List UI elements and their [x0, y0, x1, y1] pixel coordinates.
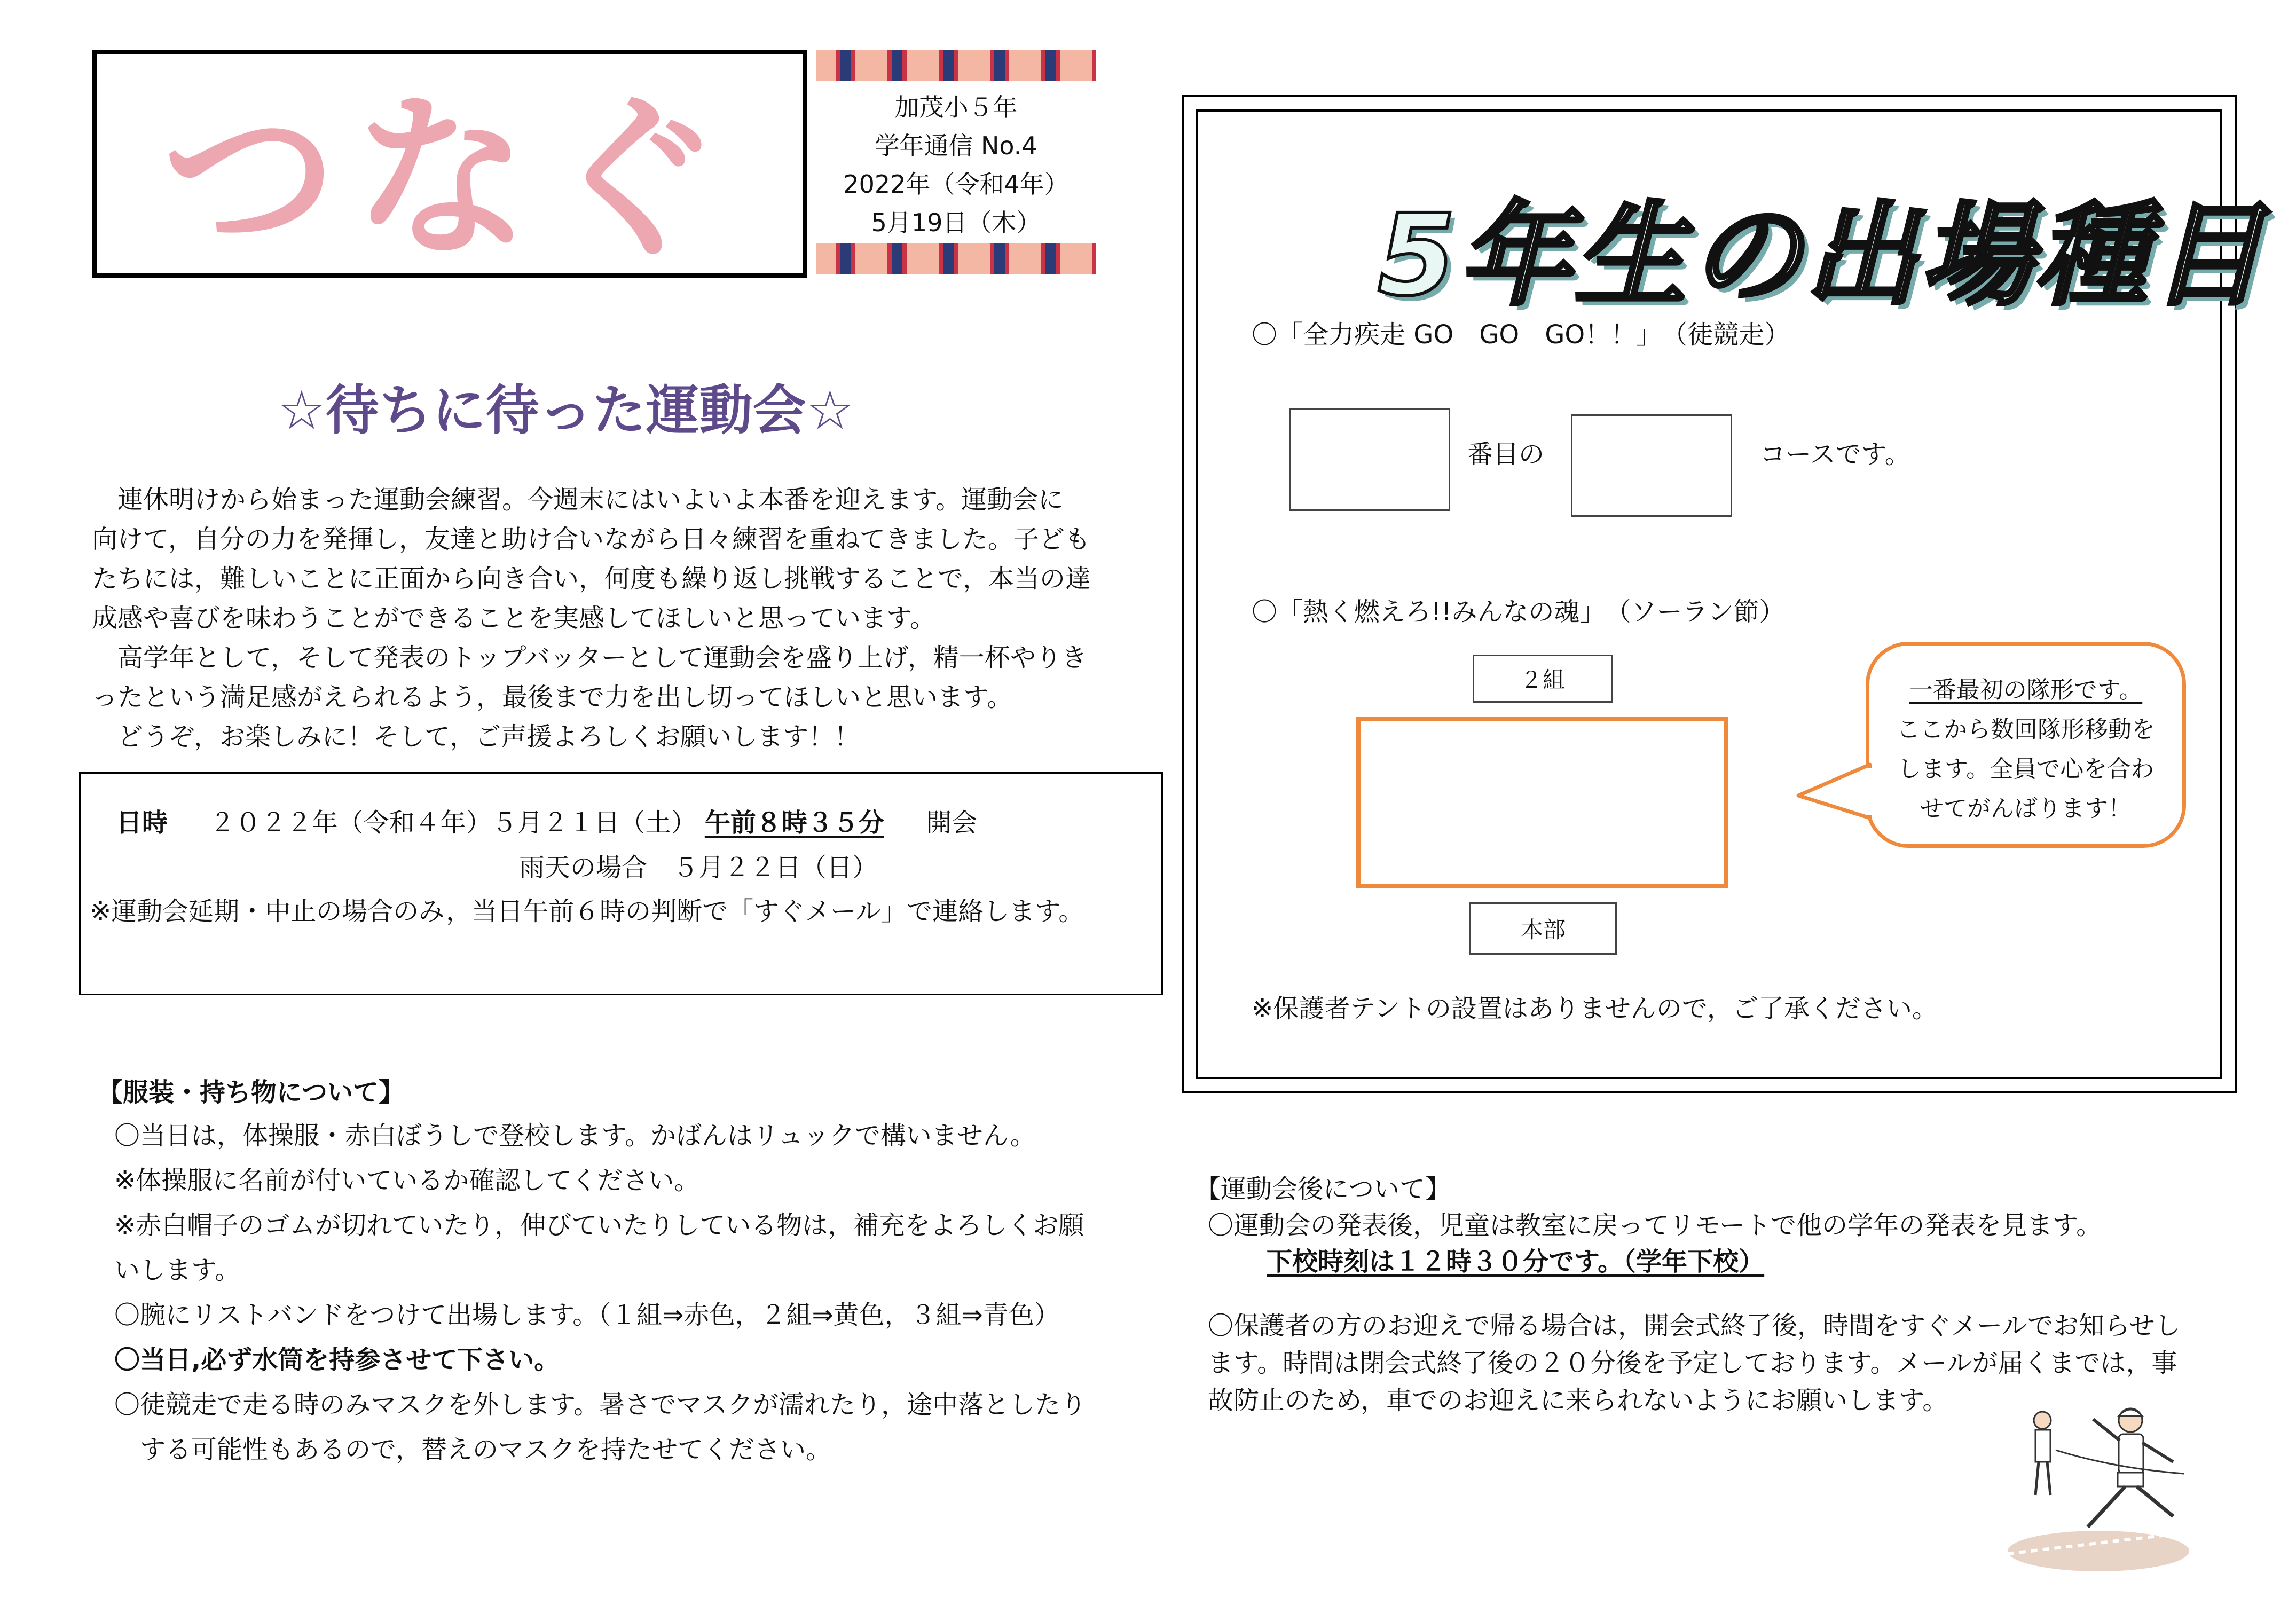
bubble-line: します。全員で心を合わ [1897, 756, 2155, 783]
race-course-box [1571, 414, 1732, 517]
newsletter-title: つなぐ [161, 76, 738, 281]
issue-date: 5月19日（木） [871, 208, 1041, 237]
belongings-line: 〇腕にリストバンドをつけて出場します。（１組⇒赤色，２組⇒黄色，３組⇒青色） [114, 1300, 1060, 1330]
belongings-heading: 【服装・持ち物について】 [97, 1077, 405, 1107]
hq-label-box [1469, 902, 1617, 955]
belongings-line: 〇当日,必ず水筒を持参させて下さい。 [114, 1345, 560, 1375]
class-label-box [1473, 655, 1613, 703]
schedule-note: ※運動会延期・中止の場合のみ，当日午前６時の判断で「すぐメール」で連絡します。 [90, 896, 1084, 926]
belongings-line: 〇当日は，体操服・赤白ぼうしで登校します。かばんはリュックで構いません。 [114, 1121, 1036, 1151]
title-box [92, 50, 807, 281]
belongings-line: する可能性もあるので，替えのマスクを持たせてください。 [114, 1435, 832, 1465]
decorative-border-top [816, 50, 1096, 81]
article-line: 向けて，自分の力を発揮し，友達と助け合いながら日々練習を重ねてきました。子ども [92, 524, 1090, 554]
speech-bubble-tail [1794, 758, 1874, 833]
tent-note: ※保護者テントの設置はありませんので，ご了承ください。 [1252, 994, 1938, 1024]
after-line: 故防止のため，車でのお迎えに来られないようにお願いします。 [1208, 1386, 1948, 1415]
schedule-open: 開会 [926, 808, 978, 838]
class-label: ２組 [1520, 667, 1565, 693]
schedule-rain: 雨天の場合 ５月２２日（日） [519, 853, 878, 883]
formation-area [1356, 717, 1728, 888]
belongings-line: 〇徒競走で走る時のみマスクを外します。暑さでマスクが濡れたり，途中落としたり [114, 1390, 1087, 1420]
article-line: どうぞ，お楽しみに！そして，ご声援よろしくお願いします！！ [92, 722, 860, 752]
issue-year: 2022年（令和4年） [843, 170, 1069, 199]
belongings-line: ※体操服に名前が付いているか確認してください。 [114, 1166, 700, 1195]
bubble-line: せてがんばります！ [1920, 795, 2132, 822]
race-order-box [1289, 408, 1450, 511]
schedule-line [116, 810, 977, 836]
article-line: 成感や喜びを味わうことができることを実感してほしいと思っています。 [92, 603, 936, 633]
schedule-time: 午前８時３５分 [704, 808, 884, 838]
race-event: 〇「全力疾走 GO GO GO！！」 （徒競走） [1252, 320, 1790, 350]
after-line: 〇保護者の方のお迎えで帰る場合は，開会式終了後，時間をすぐメールでお知らせし [1208, 1311, 2181, 1341]
schedule-box [79, 772, 1163, 995]
article-line: 高学年として，そして発表のトップバッターとして運動会を盛り上げ，精一杯やりき [92, 643, 1087, 673]
article-line: ったという満足感がえられるよう，最後まで力を出し切ってほしいと思います。 [92, 682, 1013, 712]
school-name: 加茂小５年 [894, 93, 1018, 122]
dance-event: 〇「熱く燃えろ!!みんなの魂」 （ソーラン節） [1252, 597, 1785, 627]
race-course-label: コースです。 [1760, 439, 1910, 469]
schedule-label: 日時 [116, 808, 168, 838]
race-order-label: 番目の [1467, 439, 1545, 469]
bubble-line: 一番最初の隊形です。 [1909, 676, 2143, 704]
hq-label: 本部 [1520, 917, 1566, 943]
bubble-line: ここから数回隊形移動を [1897, 716, 2155, 743]
newsletter-number: 学年通信 No.4 [875, 131, 1037, 160]
after-line: ます。時間は閉会式終了後の２０分後を予定しております。メールが届くまでは，事 [1208, 1348, 2177, 1378]
after-heading: 【運動会後について】 [1195, 1174, 1451, 1204]
events-title: 5年生の出場種目 [1378, 190, 2267, 321]
schedule-date: ２０２２年（令和４年）５月２１日（土） [209, 808, 697, 838]
belongings-line: いします。 [114, 1255, 241, 1285]
article-line: 連休明けから始まった運動会練習。今週末にはいよいよ本番を迎えます。運動会に [92, 485, 1064, 515]
decorative-border-bottom [816, 243, 1096, 274]
after-line: 〇運動会の発表後，児童は教室に戻ってリモートで他の学年の発表を見ます。 [1208, 1210, 2102, 1240]
runner-illustration [1997, 1399, 2200, 1575]
headline: ☆待ちに待った運動会☆ [278, 379, 854, 442]
belongings-line: ※赤白帽子のゴムが切れていたり，伸びていたりしている物は，補充をよろしくお願 [114, 1210, 1084, 1240]
dismissal-time: 下校時刻は１２時３０分です。（学年下校） [1267, 1247, 1765, 1277]
article-line: たちには，難しいことに正面から向き合い，何度も繰り返し挑戦することで，本当の達 [92, 564, 1091, 594]
